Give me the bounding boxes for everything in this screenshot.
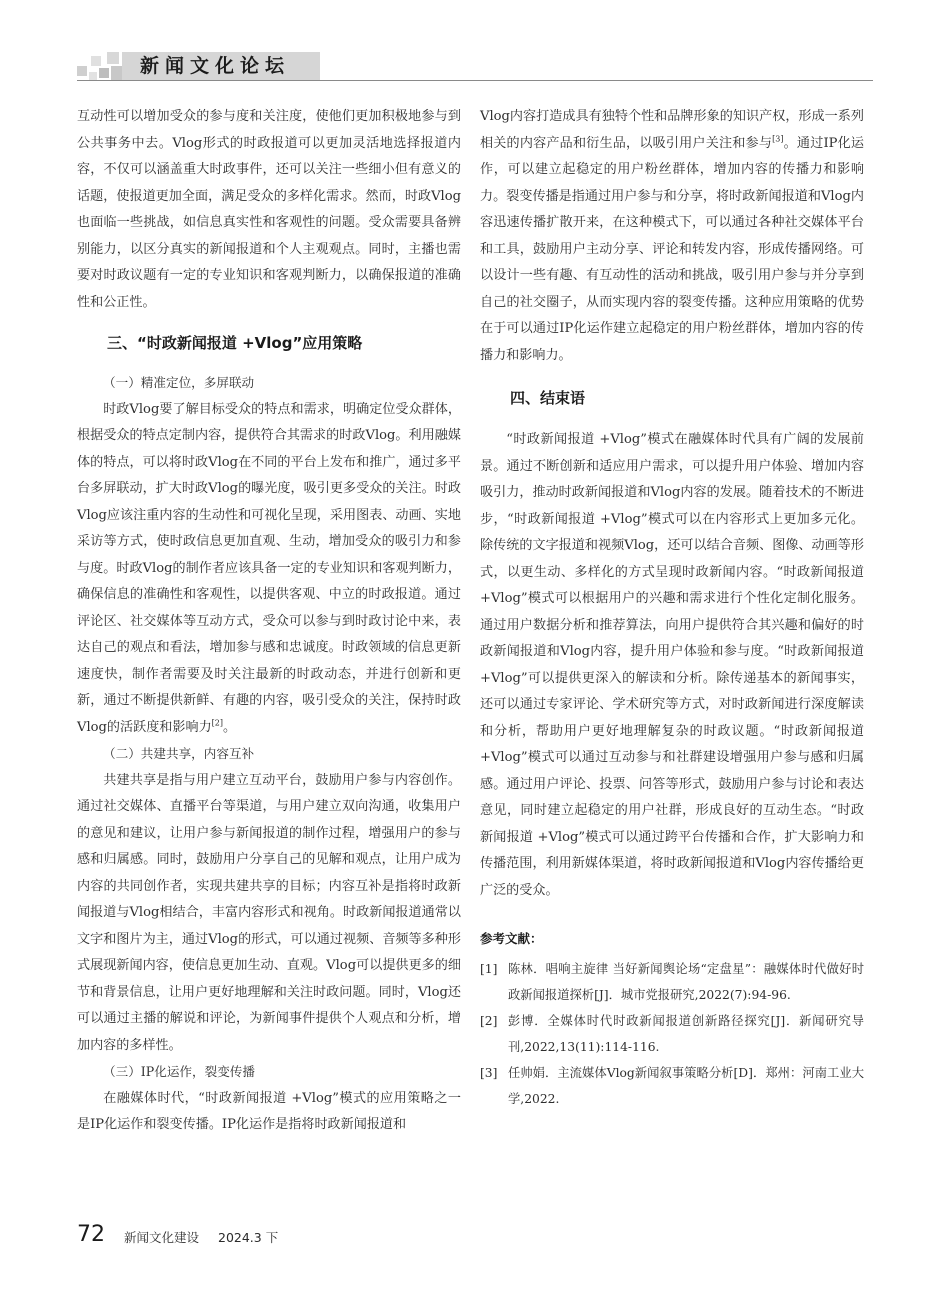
reference-text: 任帅娟．主流媒体Vlog新闻叙事策略分析[D]．郑州：河南工业大学,2022. <box>508 1066 864 1106</box>
paragraph-co-construction: 共建共享是指与用户建立互动平台，鼓励用户参与内容创作。通过社交媒体、直播平台等渠道，与用户建立双向沟通，收集用户的意见和建议，让用户参与新闻报道的制作过程，增强用户的参与感和归属感。同时，鼓励用户分享自己的见解和观点，让用户成为内容的共同创作者，实现共建共享的目标；内容互补是指将时政新闻报道与Vlog相结合，丰富内容形式和视角。时政新闻报道通常以文字和图片为主，通过Vlog的形式，可以通过视频、音频等多种形式展现新闻内容，使信息更加生动、直观。Vlog可以提供更多的细节和背景信息，让用户更好地理解和关注时政问题。同时，Vlog还可以通过主播的解说和评论，为新闻事件提供个人观点和分析，增加内容的多样性。 <box>77 772 461 1053</box>
reference-number: [3] <box>480 1066 498 1080</box>
reference-item <box>480 1060 864 1112</box>
reference-number: [1] <box>480 962 498 976</box>
header-rule <box>77 80 873 81</box>
paragraph-ip-continued: Vlog内容打造成具有独特个性和品牌形象的知识产权，形成一系列相关的内容产品和衍生品，以吸引用户关注和参与[3]。通过IP化运作，可以建立起稳定的用户粉丝群体，增加内容的传播力和影响力。裂变传播是指通过用户参与和分享，将时政新闻报道和Vlog内容迅速传播扩散开来，在这种模式下，可以通过各种社交媒体平台和工具，鼓励用户主动分享、评论和转发内容，形成传播网络。可以设计一些有趣、有互动性的活动和挑战，吸引用户参与并分享到自己的社交圈子，从而实现内容的裂变传播。这种应用策略的优势在于可以通过IP化运作建立起稳定的用户粉丝群体，增加内容的传播力和影响力。 <box>480 109 865 363</box>
reference-item <box>480 1008 864 1060</box>
paragraph-precise-positioning: 时政Vlog要了解目标受众的特点和需求，明确定位受众群体，根据受众的特点定制内容，提供符合其需求的时政Vlog。利用融媒体的特点，可以将时政Vlog在不同的平台上发布和推广，通过多平台多屏联动，扩大时政Vlog的曝光度，吸引更多受众的关注。时政Vlog应该注重内容的生动性和可视化呈现，采用图表、动画、实地采访等方式，使时政信息更加直观、生动，增加受众的吸引力和参与度。时政Vlog的制作者应该具备一定的专业知识和客观判断力，确保信息的准确性和客观性，以提供客观、中立的时政报道。通过评论区、社交媒体等互动方式，受众可以参与到时政讨论中来，表达自己的观点和看法，增加参与感和忠诚度。时政领域的信息更新速度快，制作者需要及时关注最新的时政动态，并进行创新和更新，通过不断提供新鲜、有趣的内容，吸引受众的关注，保持时政Vlog的活跃度和影响力[2]。 <box>77 401 461 735</box>
references-heading: 参考文献： <box>480 931 543 946</box>
reference-item <box>480 956 864 1008</box>
subheading-1: （一）精准定位，多屏联动 <box>103 375 255 390</box>
section-title: 新闻文化论坛 <box>140 55 291 77</box>
page-number: 72 <box>77 1222 105 1247</box>
references-list <box>480 956 864 1112</box>
header-decoration-squares <box>77 50 123 82</box>
reference-number: [2] <box>480 1014 498 1028</box>
section-heading-4: 四、结束语 <box>510 389 586 407</box>
reference-text: 陈林．唱响主旋律 当好新闻舆论场“定盘星”：融媒体时代做好时政新闻报道探析[J]．城市党报研究,2022(7):94-96. <box>508 962 864 1002</box>
citation-3: [3] <box>772 134 784 144</box>
right-column <box>480 104 864 1112</box>
page-header <box>0 0 950 90</box>
issue-date: 2024.3 下 <box>218 1230 279 1245</box>
subheading-3: （三）IP化运作，裂变传播 <box>103 1064 255 1079</box>
journal-name: 新闻文化建设 <box>124 1230 200 1245</box>
reference-text: 彭博．全媒体时代时政新闻报道创新路径探究[J]．新闻研究导刊,2022,13(11):114-116. <box>508 1014 864 1054</box>
citation-2: [2] <box>211 718 224 728</box>
paragraph-conclusion: “时政新闻报道 +Vlog”模式在融媒体时代具有广阔的发展前景。通过不断创新和适应用户需求，可以提升用户体验、增加内容吸引力，推动时政新闻报道和Vlog内容的发展。随着技术的不断进步，“时政新闻报道 +Vlog”模式可以在内容形式上更加多元化。除传统的文字报道和视频Vlog，还可以结合音频、图像、动画等形式，以更生动、多样化的方式呈现时政新闻内容。“时政新闻报道 +Vlog”模式可以根据用户的兴趣和需求进行个性化定制化服务。通过用户数据分析和推荐算法，向用户提供符合其兴趣和偏好的时政新闻报道和Vlog内容，提升用户体验和参与度。“时政新闻报道 +Vlog”可以提供更深入的解读和分析。除传递基本的新闻事实，还可以通过专家评论、学术研究等方式，对时政新闻进行深度解读和分析，帮助用户更好地理解复杂的时政议题。“时政新闻报道 +Vlog”模式可以通过互动参与和社群建设增强用户参与感和归属感。通过用户评论、投票、问答等形式，鼓励用户参与讨论和表达意见，同时建立起稳定的用户社群，形成良好的互动生态。“时政新闻报道 +Vlog”模式可以通过跨平台传播和合作，扩大影响力和传播范围，利用新媒体渠道，将时政新闻报道和Vlog内容传播给更广泛的受众。 <box>480 432 864 898</box>
left-column <box>77 104 461 1139</box>
subheading-2: （二）共建共享，内容互补 <box>103 746 255 761</box>
paragraph-ip-operation: 在融媒体时代，“时政新闻报道 +Vlog”模式的应用策略之一是IP化运作和裂变传播。IP化运作是指将时政新闻报道和 <box>77 1090 461 1132</box>
paragraph-continued: 互动性可以增加受众的参与度和关注度，使他们更加积极地参与到公共事务中去。Vlog形式的时政报道可以更加灵活地选择报道内容，不仅可以涵盖重大时政事件，还可以关注一些细小但有意义的话题，使报道更加全面，满足受众的多样化需求。然而，时政Vlog也面临一些挑战，如信息真实性和客观性的问题。受众需要具备辨别能力，以区分真实的新闻报道和个人主观观点。同时，主播也需要对时政议题有一定的专业知识和客观判断力，以确保报道的准确性和公正性。 <box>77 109 461 310</box>
section-heading-3: 三、“时政新闻报道 +Vlog”应用策略 <box>107 334 363 352</box>
